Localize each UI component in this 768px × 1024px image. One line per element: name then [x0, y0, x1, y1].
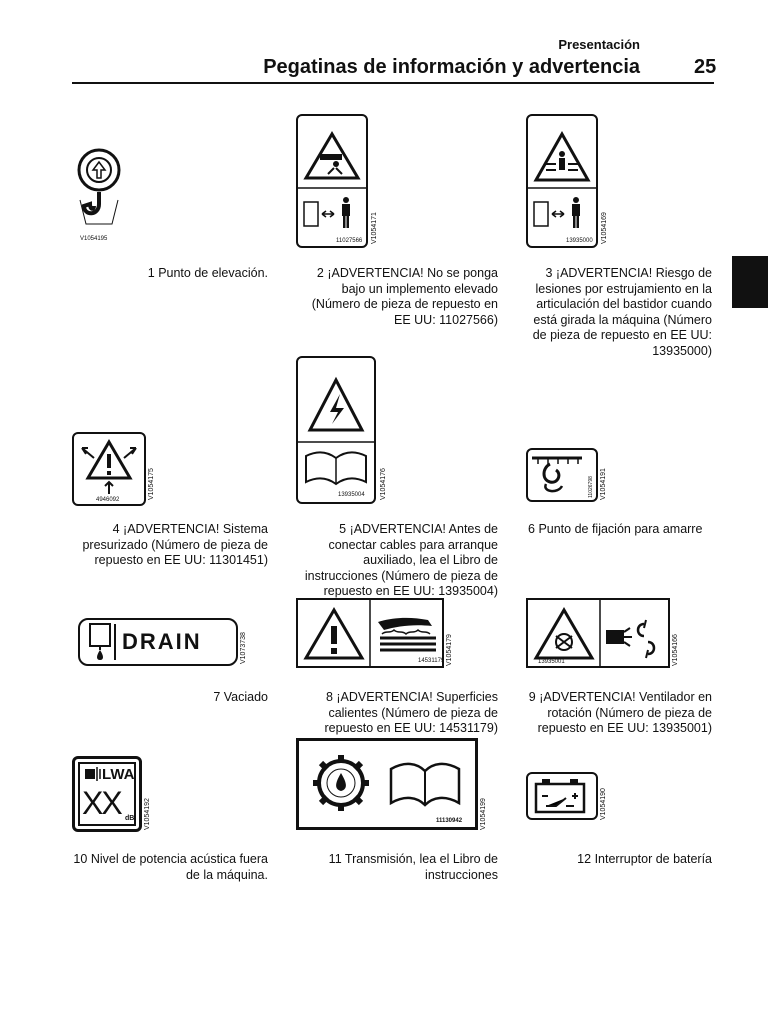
decal-12-caption: 12 Interruptor de batería: [577, 852, 712, 866]
db-unit: dB: [125, 815, 135, 822]
decal-code: V1073738: [240, 632, 247, 664]
fan-warning-icon: [528, 600, 668, 666]
page-number: 25: [694, 56, 717, 78]
part-number: 13935001: [538, 659, 565, 665]
decal-11-caption: 11 Transmisión, lea el Libro de instrucciones: [328, 852, 498, 882]
decal-code: V1054166: [672, 634, 679, 666]
decal-code: V1054191: [600, 468, 607, 500]
hot-surface-warning-icon: [298, 600, 445, 666]
part-number: 11026798: [588, 476, 594, 498]
divider: [114, 624, 116, 660]
decal-7-caption: 7 Vaciado: [213, 690, 268, 704]
decal-code: V1054199: [480, 798, 487, 830]
battery-switch-icon: [528, 774, 596, 818]
decal-10-sound-power: [72, 756, 142, 832]
decal-3-articulation-crush: [526, 114, 598, 248]
part-number: 11130942: [436, 818, 463, 824]
decal-12-battery-switch: [526, 772, 598, 820]
decal-5-caption: 5 ¡ADVERTENCIA! Antes de conectar cables para arranque auxiliado, lea el Libro de instrucciones (Número de pieza de repuesto en EE UU: 13935004): [304, 522, 498, 598]
page-title: Pegatinas de información y advertencia: [263, 56, 640, 78]
decal-9-caption: 9 ¡ADVERTENCIA! Ventilador en rotación (Número de pieza de repuesto en EE UU: 13935001): [528, 690, 712, 735]
decal-code: V1054179: [446, 634, 453, 666]
decal-3-caption: 3 ¡ADVERTENCIA! Riesgo de lesiones por estrujamiento en la articulación del bastidor cuando está girada la máquina (Número de pieza de repuesto en EE UU: 13935000): [532, 266, 712, 358]
decal-code: V1054176: [380, 468, 387, 500]
decal-4-caption: 4 ¡ADVERTENCIA! Sistema presurizado (Número de pieza de repuesto en EE UU: 11301451): [82, 522, 268, 567]
pressure-warning-icon: [74, 434, 144, 504]
decal-1-caption: 1 Punto de elevación.: [147, 266, 268, 280]
decal-code: V1054169: [601, 212, 608, 244]
articulation-crush-warning-icon: [528, 116, 596, 246]
header-rule: [72, 82, 714, 84]
decal-8-caption: 8 ¡ADVERTENCIA! Superficies calientes (Número de pieza de repuesto en EE UU: 14531179): [324, 690, 498, 735]
drain-label: DRAIN: [122, 629, 202, 654]
decal-10-caption: 10 Nivel de potencia acústica fuera de la máquina.: [73, 852, 268, 882]
decal-code: V1054175: [148, 468, 155, 500]
part-number: 14531179: [418, 658, 445, 664]
lifting-hook-icon: [72, 148, 132, 238]
tie-down-icon: [528, 450, 596, 500]
part-number: 13935004: [338, 492, 365, 498]
decal-11-transmission: [296, 738, 478, 830]
decal-code: V1054195: [80, 236, 108, 242]
decal-6-caption: 6 Punto de fijación para amarre: [528, 522, 703, 536]
electrical-warning-book-icon: [298, 358, 374, 502]
decal-2-raised-implement: [296, 114, 368, 248]
gear-icon: [313, 755, 369, 811]
part-number: 11027566: [336, 238, 363, 244]
decal-1-lifting-point: [72, 148, 132, 238]
lwa-label: LWA: [102, 766, 135, 783]
thumb-tab: [732, 256, 768, 308]
transmission-book-icon: [299, 741, 475, 827]
part-number: 4946092: [96, 497, 120, 503]
section-title: Presentación: [558, 37, 640, 52]
crush-hazard-warning-icon: [298, 116, 366, 246]
decal-code: V1054192: [144, 798, 151, 830]
xx-value: XX: [82, 785, 121, 821]
decal-9-rotating-fan: [526, 598, 670, 668]
part-number: 13935000: [566, 238, 593, 244]
decal-2-caption: 2 ¡ADVERTENCIA! No se ponga bajo un implemento elevado (Número de pieza de repuesto en EE UU: 11027566): [311, 266, 498, 327]
decal-5-jump-start: [296, 356, 376, 504]
decal-7-drain: [78, 618, 238, 666]
decal-4-pressurized-system: [72, 432, 146, 506]
decal-code: V1054171: [371, 212, 378, 244]
decal-code: V1054190: [600, 788, 607, 820]
